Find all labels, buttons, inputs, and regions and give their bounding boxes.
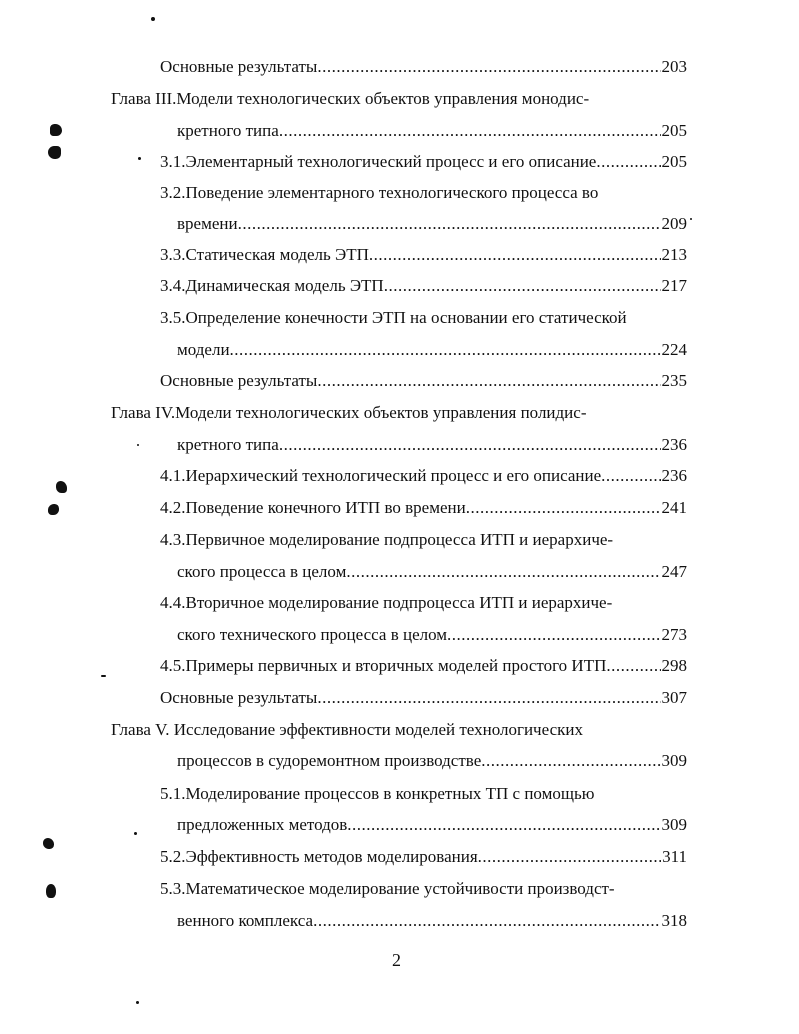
toc-entry-continued [160,783,594,805]
scan-speck [137,444,139,446]
toc-entry-title: кретного типа [177,121,279,140]
dot-leader [313,910,660,932]
toc-entry-title: 3.2.Поведение элементарного технологического процесса во [160,183,599,202]
toc-entry-title: венного комплекса [177,911,314,930]
toc-entry-title: 3.4.Динамическая модель ЭТП [160,276,384,295]
dot-leader [279,120,661,142]
scan-speck [46,884,56,898]
toc-chapter-heading [111,402,586,424]
toc-entry [160,56,687,78]
toc-entry-title: Основные результаты [160,57,318,76]
toc-entry-title: модели [177,340,230,359]
page-number: 2 [392,950,401,970]
toc-entry-page: 217 [661,276,687,295]
toc-entry-title: кретного типа [177,435,279,454]
toc-entry [160,151,687,173]
dot-leader [384,275,661,297]
toc-entry-title: 4.1.Иерархический технологический процесс и его описание [160,466,602,485]
toc-entry-page: 298 [661,656,687,675]
toc-entry-page: 203 [661,57,687,76]
dot-leader [606,655,660,677]
dot-leader [279,434,661,456]
toc-entry-title: ского технического процесса в целом [177,625,448,644]
toc-entry [160,465,687,487]
toc-entry-page: 273 [661,625,687,644]
toc-entry-title: Глава III.Модели технологических объектов управления монодис- [111,89,590,108]
toc-entry-title: Глава V. Исследование эффективности моделей технологических [111,720,583,739]
dot-leader [317,370,660,392]
toc-entry-title: Основные результаты [160,688,318,707]
toc-entry [160,497,687,519]
toc-entry-title: 3.3.Статическая модель ЭТП [160,245,369,264]
toc-entry-page: 236 [661,466,687,485]
toc-entry [177,910,687,932]
toc-entry [177,750,687,772]
toc-entry-title: Основные результаты [160,371,318,390]
toc-entry-title: 4.2.Поведение конечного ИТП во времени [160,498,466,517]
toc-entry [177,339,687,361]
toc-entry [177,434,687,456]
toc-entry-page: 247 [661,562,687,581]
scan-speck [690,218,692,220]
toc-entry-continued [160,307,627,329]
dot-leader [347,814,660,836]
scan-speck [136,1001,139,1004]
scan-speck [50,124,62,136]
toc-entry-page: 224 [661,340,687,359]
scan-speck [48,504,59,515]
toc-chapter-heading [111,719,583,741]
scan-speck [151,17,155,21]
toc-entry-title: времени [177,214,238,233]
toc-entry-continued [160,878,615,900]
toc-chapter-heading [111,88,589,110]
scan-speck [138,157,141,160]
toc-entry-title: 4.4.Вторичное моделирование подпроцесса ИТП и иерархиче- [160,593,613,612]
toc-entry-page: 309 [661,751,687,770]
dot-leader [317,56,660,78]
toc-entry-page: 311 [662,847,687,866]
toc-entry-continued [160,529,613,551]
dot-leader [601,465,660,487]
dot-leader [478,846,661,868]
toc-entry-page: 236 [661,435,687,454]
scan-speck [43,838,54,849]
toc-entry [160,687,687,709]
toc-entry-title: 3.1.Элементарный технологический процесс и его описание [160,152,597,171]
dot-leader [466,497,661,519]
toc-entry-title: процессов в судоремонтном производстве [177,751,482,770]
toc-entry [177,561,687,583]
toc-entry-title: 4.5.Примеры первичных и вторичных моделей простого ИТП [160,656,607,675]
dot-leader [369,244,661,266]
scan-speck [101,675,106,677]
dot-leader [346,561,660,583]
toc-entry-title: Глава IV.Модели технологических объектов управления полидис- [111,403,587,422]
toc-entry-page: 235 [661,371,687,390]
toc-entry-title: 4.3.Первичное моделирование подпроцесса ИТП и иерархиче- [160,530,614,549]
scan-speck [56,481,67,493]
toc-entry-title: 5.1.Моделирование процессов в конкретных ТП с помощью [160,784,595,803]
toc-entry-page: 205 [661,152,687,171]
toc-entry-page: 309 [661,815,687,834]
toc-entry [177,213,687,235]
toc-entry-continued [160,182,598,204]
dot-leader [230,339,661,361]
toc-entry-page: 307 [661,688,687,707]
dot-leader [447,624,660,646]
scan-speck [134,832,137,835]
toc-entry-page: 241 [661,498,687,517]
dot-leader [596,151,660,173]
toc-entry [160,655,687,677]
dot-leader [238,213,661,235]
toc-entry [160,275,687,297]
toc-entry [177,814,687,836]
toc-entry-page: 213 [661,245,687,264]
toc-entry [160,370,687,392]
toc-entry-page: 209 [661,214,687,233]
scan-speck [48,146,61,159]
dot-leader [317,687,660,709]
toc-entry-page: 318 [661,911,687,930]
toc-entry-title: 5.2.Эффективность методов моделирования [160,847,478,866]
toc-entry [177,624,687,646]
dot-leader [481,750,660,772]
toc-entry [177,120,687,142]
toc-entry-title: 3.5.Определение конечности ЭТП на основании его статической [160,308,627,327]
toc-entry-page: 205 [661,121,687,140]
toc-entry-title: 5.3.Математическое моделирование устойчивости производст- [160,879,615,898]
toc-entry [160,244,687,266]
toc-entry-title: ского процесса в целом [177,562,347,581]
toc-entry-continued [160,592,612,614]
toc-entry-title: предложенных методов [177,815,348,834]
toc-entry [160,846,687,868]
